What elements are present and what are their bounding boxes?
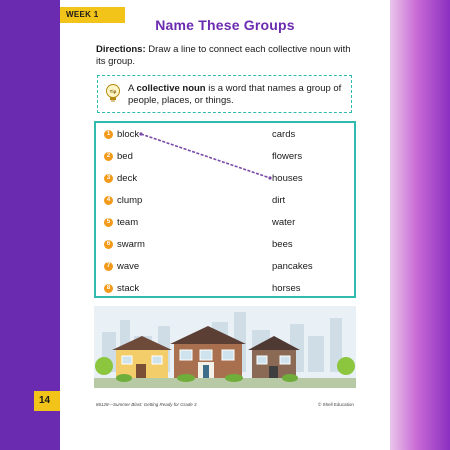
tip-keyword: collective noun xyxy=(136,83,206,94)
week-label: WEEK 1 xyxy=(60,7,125,23)
directions xyxy=(96,44,356,68)
left-word-clump[interactable]: clump xyxy=(117,195,143,206)
left-word-wave[interactable]: wave xyxy=(117,261,140,272)
right-word-cards[interactable]: cards xyxy=(272,129,296,140)
lightbulb-tip-icon xyxy=(105,84,121,102)
directions-text: Draw a line to connect each collective noun with its group. xyxy=(96,44,351,67)
left-word-stack[interactable]: stack xyxy=(117,283,140,294)
directions-label: Directions: xyxy=(96,44,146,55)
right-word-horses[interactable]: horses xyxy=(272,283,301,294)
tip-icon-text: Tip xyxy=(109,89,117,94)
left-margin-strip xyxy=(0,0,60,450)
tip-text xyxy=(128,83,343,107)
item-number: 6 xyxy=(104,240,113,249)
footer-title: 86128—Summer Blast: Getting Ready for Grade 3 xyxy=(96,402,197,407)
item-number: 2 xyxy=(104,152,113,161)
left-word-team[interactable]: team xyxy=(117,217,139,228)
item-number: 7 xyxy=(104,262,113,271)
left-word-block[interactable]: block xyxy=(117,129,140,140)
houses-illustration xyxy=(94,306,356,388)
right-word-water[interactable]: water xyxy=(272,217,296,228)
tip-box xyxy=(97,75,352,113)
page-number: 14 xyxy=(34,391,60,411)
item-number: 8 xyxy=(104,284,113,293)
item-number: 4 xyxy=(104,196,113,205)
right-word-flowers[interactable]: flowers xyxy=(272,151,303,162)
left-word-deck[interactable]: deck xyxy=(117,173,138,184)
right-margin-strip xyxy=(390,0,450,450)
tip-suffix: is a word that names a group of people, places, or things. xyxy=(128,83,342,106)
item-number: 1 xyxy=(104,130,113,139)
tip-prefix: A xyxy=(128,83,137,94)
footer-publisher: © Shell Education xyxy=(318,402,354,407)
page-title: Name These Groups xyxy=(155,17,295,33)
left-word-swarm[interactable]: swarm xyxy=(117,239,145,250)
right-word-houses[interactable]: houses xyxy=(272,173,303,184)
item-number: 5 xyxy=(104,218,113,227)
right-word-pancakes[interactable]: pancakes xyxy=(272,261,313,272)
right-word-bees[interactable]: bees xyxy=(272,239,293,250)
right-word-dirt[interactable]: dirt xyxy=(272,195,286,206)
item-number: 3 xyxy=(104,174,113,183)
left-word-bed[interactable]: bed xyxy=(117,151,133,162)
